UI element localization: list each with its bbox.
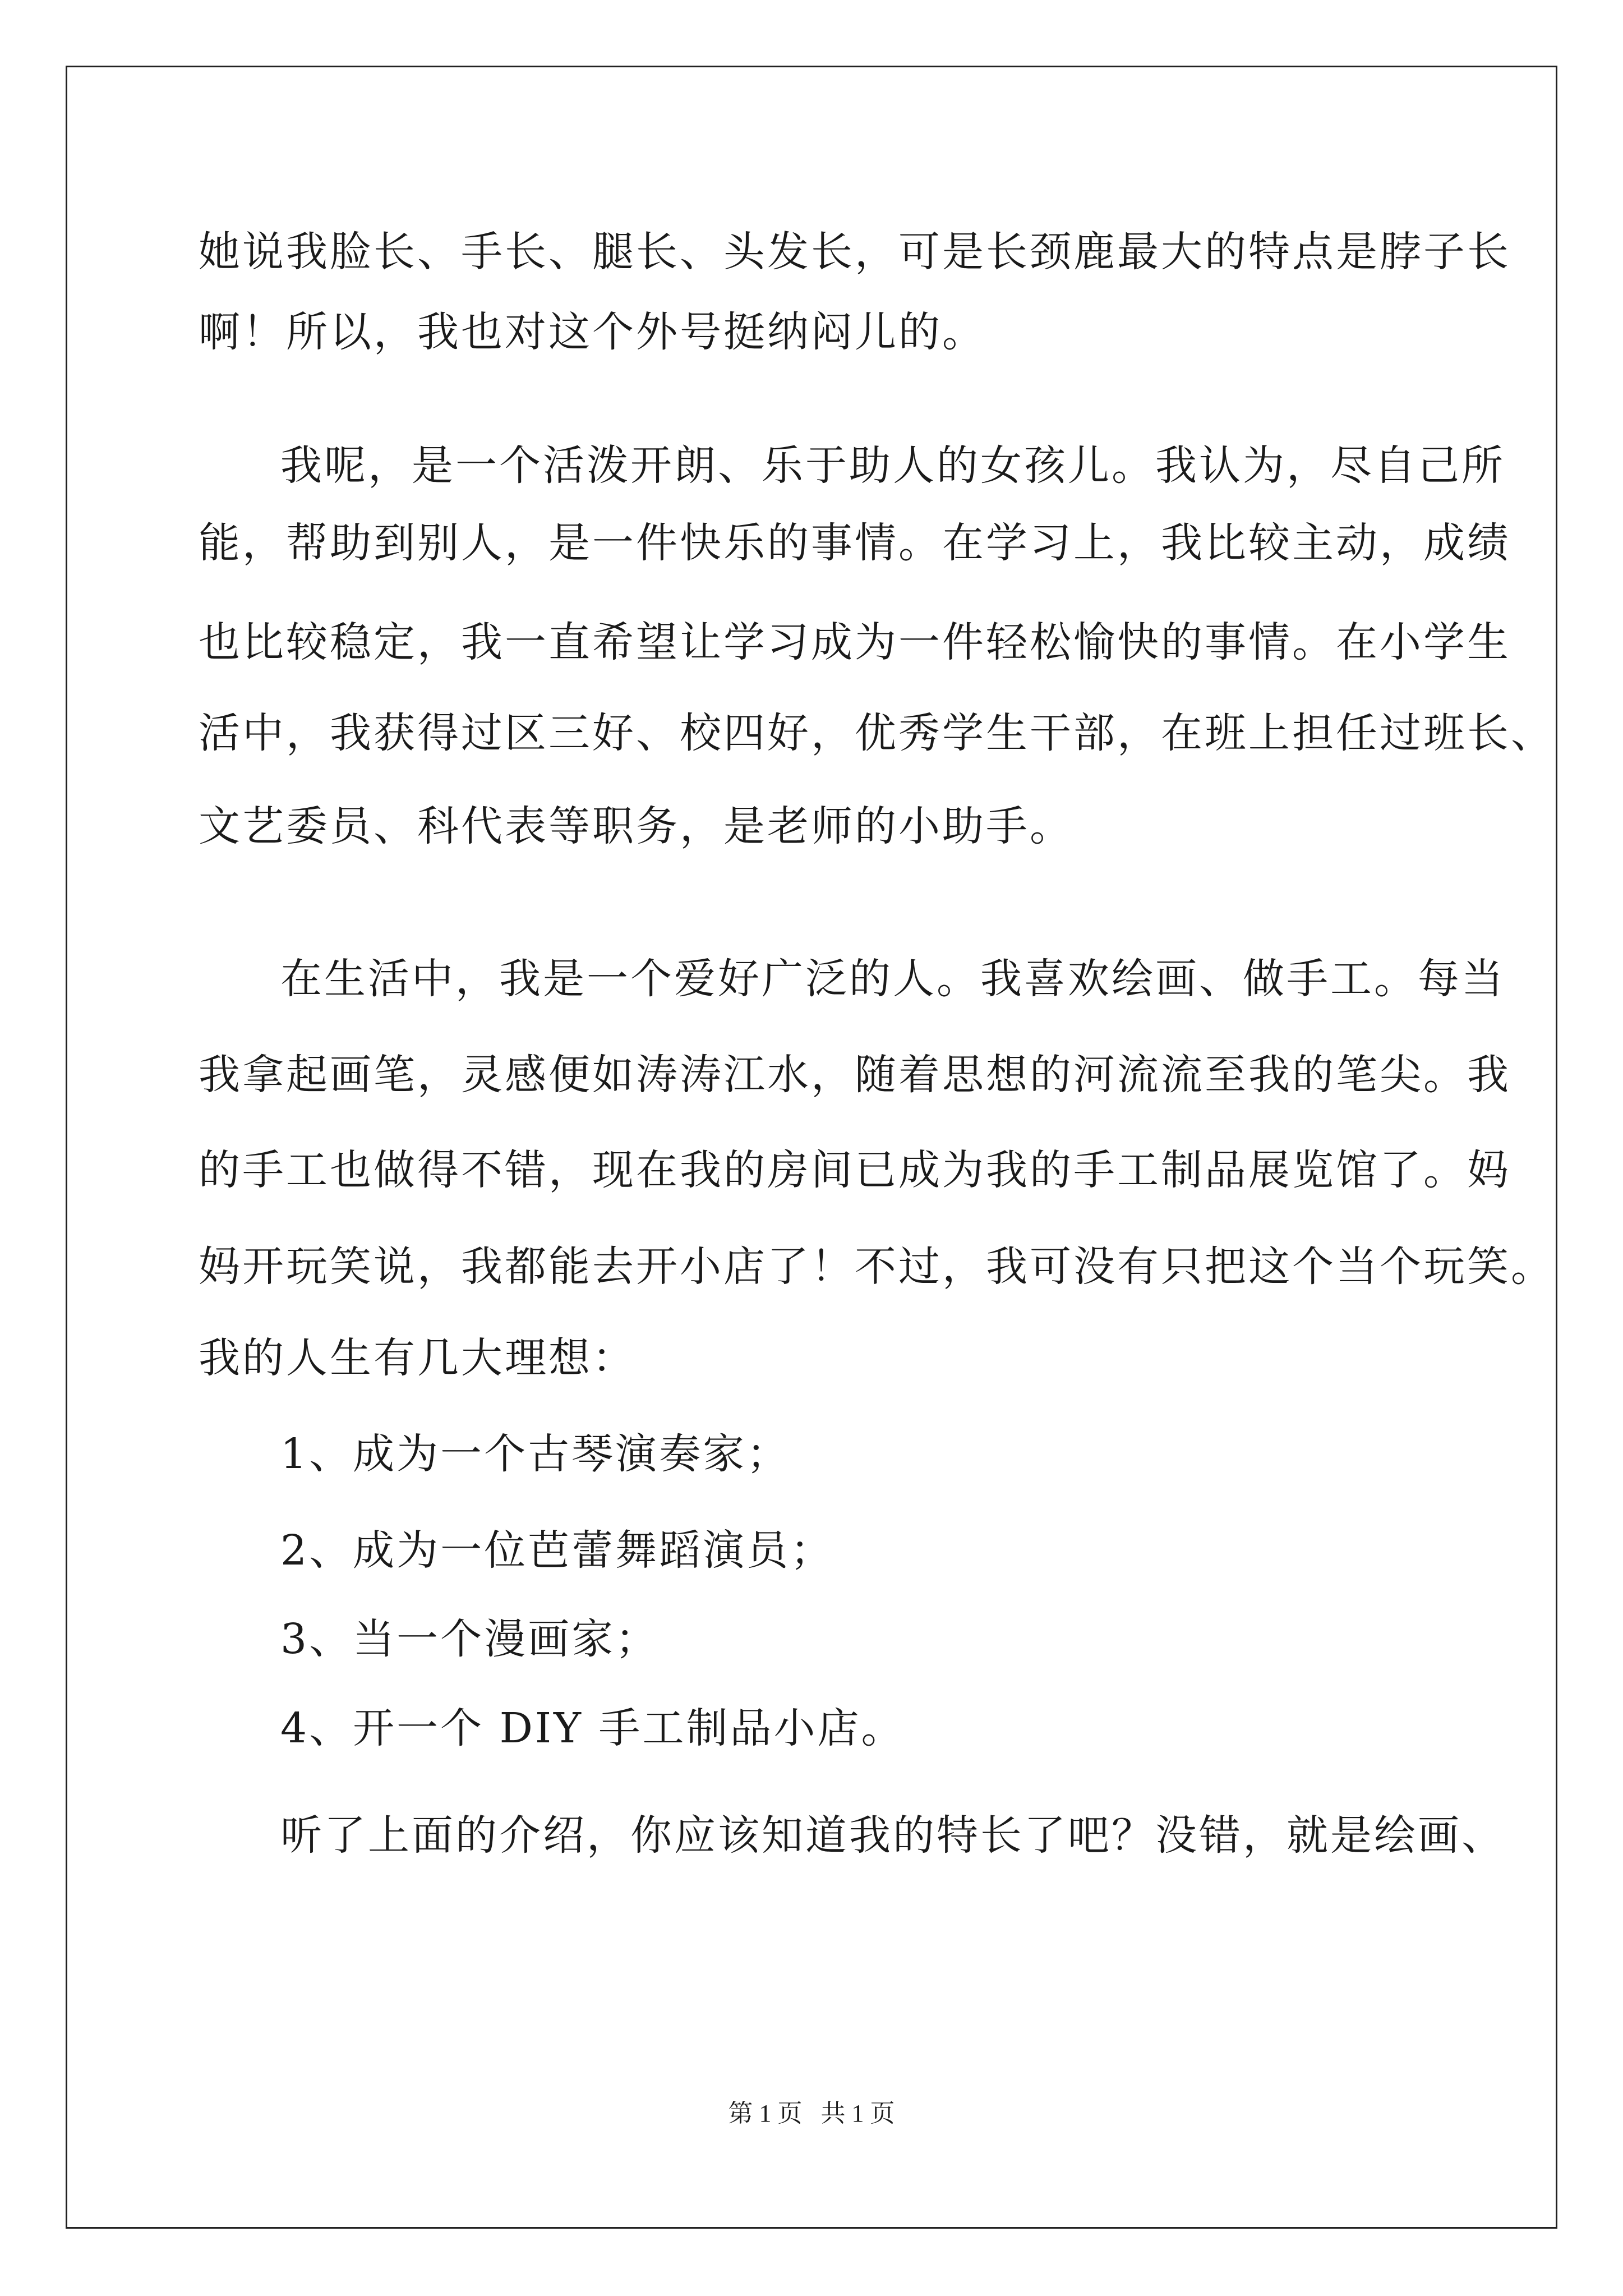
- list-item: 3、当一个漫画家；: [280, 1615, 660, 1663]
- text-line: 我呢，是一个活泼开朗、乐于助人的女孩儿。我认为，尽自己所: [280, 441, 1505, 490]
- text-line: 我拿起画笔，灵感便如涛涛江水，随着思想的河流流至我的笔尖。我: [199, 1051, 1511, 1099]
- list-item: 1、成为一个古琴演奏家；: [280, 1430, 791, 1478]
- text-line: 啊！所以，我也对这个外号挺纳闷儿的。: [199, 308, 986, 356]
- text-line: 她说我脸长、手长、腿长、头发长，可是长颈鹿最大的特点是脖子长: [199, 228, 1511, 276]
- page-number-footer: 第 1 页 共 1 页: [728, 2100, 895, 2127]
- text-line: 的手工也做得不错，现在我的房间已成为我的手工制品展览馆了。妈: [199, 1146, 1511, 1194]
- text-line: 也比较稳定，我一直希望让学习成为一件轻松愉快的事情。在小学生: [199, 618, 1511, 666]
- text-line: 能，帮助到别人，是一件快乐的事情。在学习上，我比较主动，成绩: [199, 519, 1511, 567]
- text-line: 文艺委员、科代表等职务，是老师的小助手。: [199, 802, 1073, 850]
- text-line: 妈开玩笑说，我都能去开小店了！不过，我可没有只把这个当个玩笑。: [199, 1243, 1555, 1291]
- list-item: 4、开一个 DIY 手工制品小店。: [280, 1704, 905, 1752]
- text-line: 听了上面的介绍，你应该知道我的特长了吧？没错，就是绘画、: [280, 1811, 1505, 1860]
- text-line: 我的人生有几大理想：: [199, 1334, 636, 1382]
- text-line: 活中，我获得过区三好、校四好，优秀学生干部，在班上担任过班长、: [199, 709, 1555, 757]
- list-item: 2、成为一位芭蕾舞蹈演员；: [280, 1526, 834, 1575]
- text-line: 在生活中，我是一个爱好广泛的人。我喜欢绘画、做手工。每当: [280, 955, 1505, 1003]
